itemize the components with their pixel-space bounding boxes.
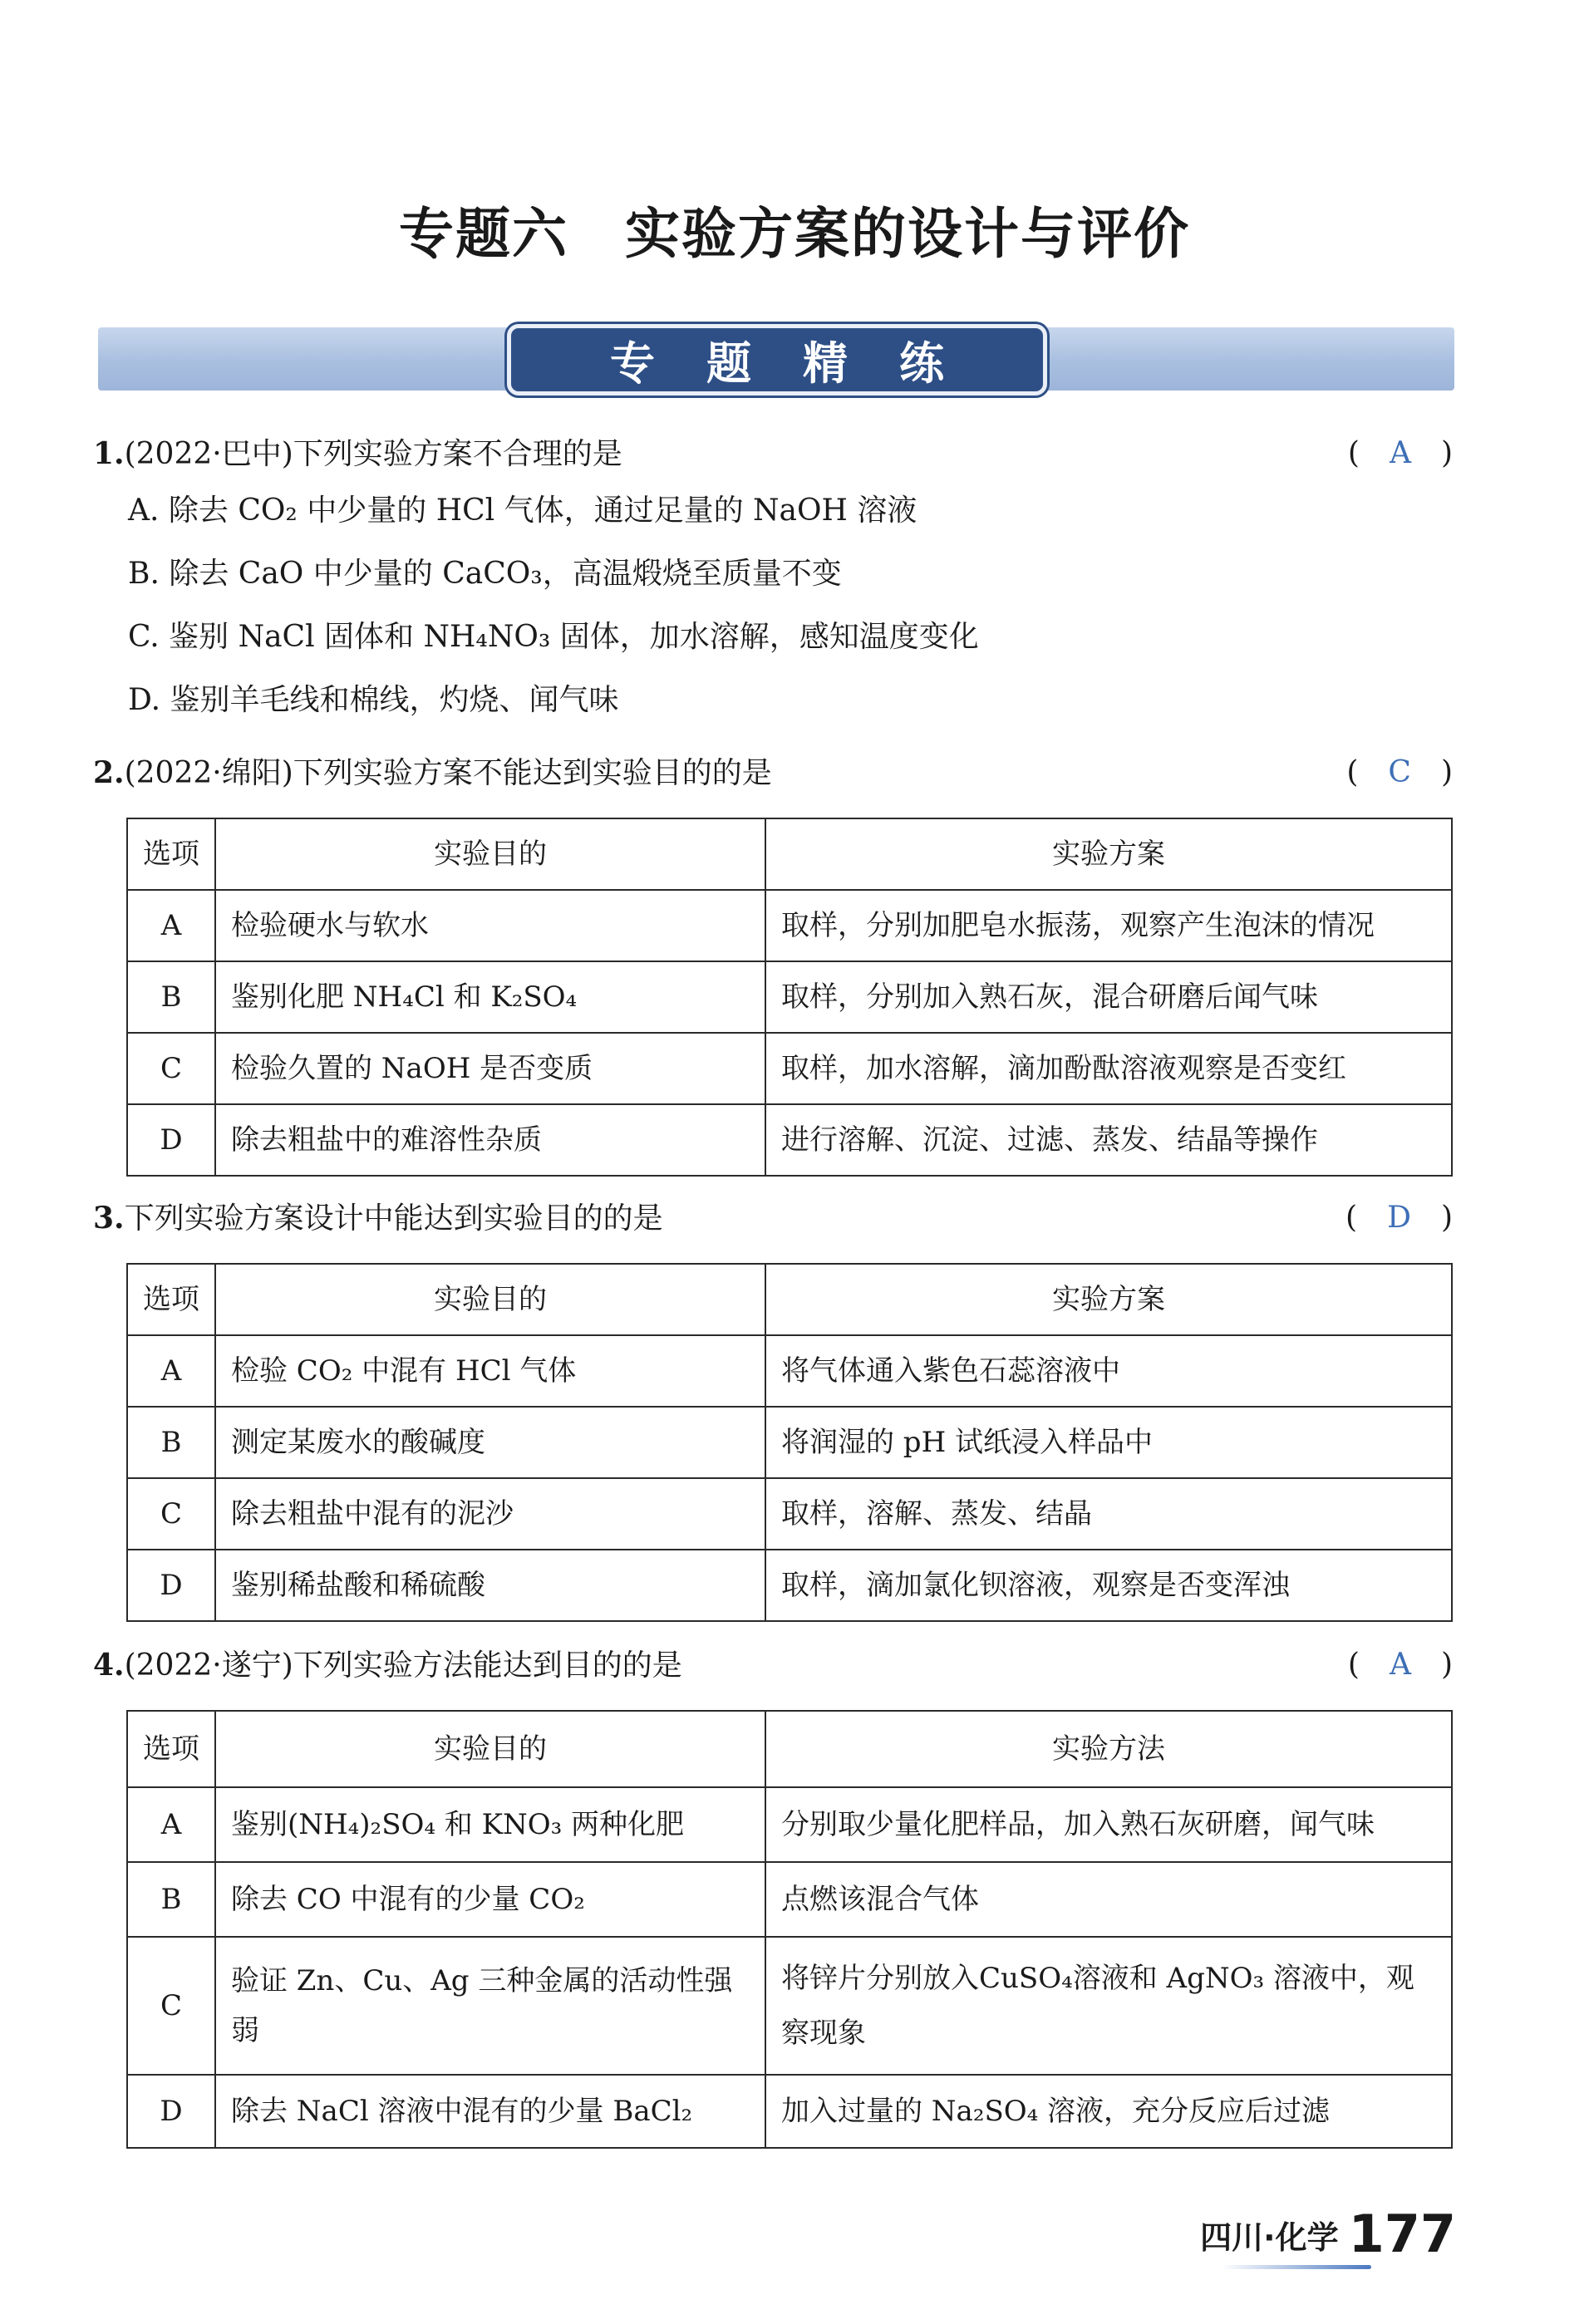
cell-option: B (127, 1407, 215, 1478)
table-header-row (127, 1264, 1452, 1335)
question-stem: (2022·巴中)下列实验方案不合理的是 (124, 437, 622, 471)
cell-purpose: 除去 NaCl 溶液中混有的少量 BaCl₂ (215, 2075, 765, 2148)
cell-option: C (127, 1478, 215, 1550)
question-number: 3. (93, 1201, 125, 1236)
table-row (127, 2075, 1452, 2148)
question-3-table (126, 1263, 1453, 1622)
table-row (127, 1033, 1452, 1104)
cell-option: D (127, 1104, 215, 1176)
answer-bracket: ( D ) (1345, 1201, 1453, 1235)
header-method: 实验方法 (765, 1711, 1452, 1787)
question-3 (93, 1193, 1456, 1244)
option-d: D. 鉴别羊毛线和棉线，灼烧、闻气味 (128, 683, 619, 717)
cell-option: B (127, 1862, 215, 1937)
section-banner-label: 专题精练 (507, 324, 1047, 396)
cell-purpose: 验证 Zn、Cu、Ag 三种金属的活动性强弱 (215, 1937, 765, 2075)
question-number: 1. (93, 436, 125, 471)
answer-mark: A (1389, 436, 1411, 470)
option-a: A. 除去 CO₂ 中少量的 HCl 气体，通过足量的 NaOH 溶液 (128, 494, 917, 528)
page-number: 177 (1348, 2204, 1456, 2264)
cell-option: C (127, 1033, 215, 1104)
table-row (127, 1550, 1452, 1621)
cell-purpose: 除去 CO 中混有的少量 CO₂ (215, 1862, 765, 1937)
header-option: 选项 (127, 1711, 215, 1787)
header-purpose: 实验目的 (215, 1711, 765, 1787)
table-row (127, 1787, 1452, 1862)
table-row (127, 1335, 1452, 1407)
cell-option: B (127, 961, 215, 1033)
option-b: B. 除去 CaO 中少量的 CaCO₃，高温煅烧至质量不变 (128, 557, 842, 591)
cell-purpose: 检验 CO₂ 中混有 HCl 气体 (215, 1335, 765, 1407)
table-row (127, 1104, 1452, 1176)
header-method: 实验方案 (765, 1264, 1452, 1335)
cell-purpose: 除去粗盐中混有的泥沙 (215, 1478, 765, 1550)
question-stem: (2022·绵阳)下列实验方案不能达到实验目的的是 (124, 756, 772, 790)
cell-purpose: 测定某废水的酸碱度 (215, 1407, 765, 1478)
table-row (127, 1862, 1452, 1937)
footer-underline (1222, 2265, 1371, 2269)
table-row (127, 1407, 1452, 1478)
table-row (127, 1937, 1452, 2075)
question-1-stem-row (93, 429, 1456, 479)
question-stem: 下列实验方案设计中能达到实验目的的是 (124, 1201, 663, 1236)
header-purpose: 实验目的 (215, 1264, 765, 1335)
cell-purpose: 除去粗盐中的难溶性杂质 (215, 1104, 765, 1176)
footer-region: 四川·化学 (1200, 2219, 1339, 2256)
cell-purpose: 检验久置的 NaOH 是否变质 (215, 1033, 765, 1104)
question-3-stem-row (93, 1193, 1456, 1244)
table-row (127, 961, 1452, 1033)
cell-purpose: 鉴别(NH₄)₂SO₄ 和 KNO₃ 两种化肥 (215, 1787, 765, 1862)
cell-method: 取样，分别加肥皂水振荡，观察产生泡沫的情况 (765, 890, 1452, 961)
table-row (127, 1478, 1452, 1550)
header-method: 实验方案 (765, 818, 1452, 890)
page-title: 专题六 实验方案的设计与评价 (399, 202, 1190, 266)
answer-mark: D (1387, 1201, 1411, 1235)
header-purpose: 实验目的 (215, 818, 765, 890)
answer-bracket: ( C ) (1346, 755, 1453, 789)
question-2-stem-row (93, 748, 1456, 798)
table-header-row (127, 818, 1452, 890)
question-number: 4. (93, 1648, 125, 1683)
page-footer (1200, 2204, 1456, 2264)
cell-method: 点燃该混合气体 (765, 1862, 1452, 1937)
cell-purpose: 鉴别化肥 NH₄Cl 和 K₂SO₄ (215, 961, 765, 1033)
header-option: 选项 (127, 1264, 215, 1335)
option-c: C. 鉴别 NaCl 固体和 NH₄NO₃ 固体，加水溶解，感知温度变化 (128, 620, 979, 654)
cell-method: 将气体通入紫色石蕊溶液中 (765, 1335, 1452, 1407)
cell-method: 加入过量的 Na₂SO₄ 溶液，充分反应后过滤 (765, 2075, 1452, 2148)
answer-bracket: ( A ) (1347, 1648, 1453, 1682)
question-1 (93, 429, 1456, 732)
cell-method: 将锌片分别放入CuSO₄溶液和 AgNO₃ 溶液中，观察现象 (765, 1937, 1452, 2075)
cell-purpose: 检验硬水与软水 (215, 890, 765, 961)
question-2 (93, 748, 1456, 798)
table-header-row (127, 1711, 1452, 1787)
cell-option: C (127, 1937, 215, 2075)
question-4 (93, 1640, 1456, 1691)
answer-bracket: ( A ) (1347, 436, 1453, 470)
cell-option: A (127, 890, 215, 961)
question-2-table (126, 818, 1453, 1177)
cell-option: D (127, 1550, 215, 1621)
table-row (127, 890, 1452, 961)
cell-option: A (127, 1787, 215, 1862)
cell-option: D (127, 2075, 215, 2148)
cell-method: 进行溶解、沉淀、过滤、蒸发、结晶等操作 (765, 1104, 1452, 1176)
question-4-stem-row (93, 1640, 1456, 1691)
cell-method: 取样，溶解、蒸发、结晶 (765, 1478, 1452, 1550)
cell-method: 将润湿的 pH 试纸浸入样品中 (765, 1407, 1452, 1478)
cell-purpose: 鉴别稀盐酸和稀硫酸 (215, 1550, 765, 1621)
cell-method: 取样，加水溶解，滴加酚酞溶液观察是否变红 (765, 1033, 1452, 1104)
question-number: 2. (93, 755, 125, 790)
cell-method: 分别取少量化肥样品，加入熟石灰研磨，闻气味 (765, 1787, 1452, 1862)
answer-mark: A (1389, 1648, 1411, 1682)
header-option: 选项 (127, 818, 215, 890)
question-stem: (2022·遂宁)下列实验方法能达到目的的是 (124, 1648, 682, 1683)
question-4-table (126, 1710, 1453, 2149)
cell-method: 取样，分别加入熟石灰，混合研磨后闻气味 (765, 961, 1452, 1033)
cell-method: 取样，滴加氯化钡溶液，观察是否变浑浊 (765, 1550, 1452, 1621)
answer-mark: C (1388, 755, 1411, 789)
cell-option: A (127, 1335, 215, 1407)
